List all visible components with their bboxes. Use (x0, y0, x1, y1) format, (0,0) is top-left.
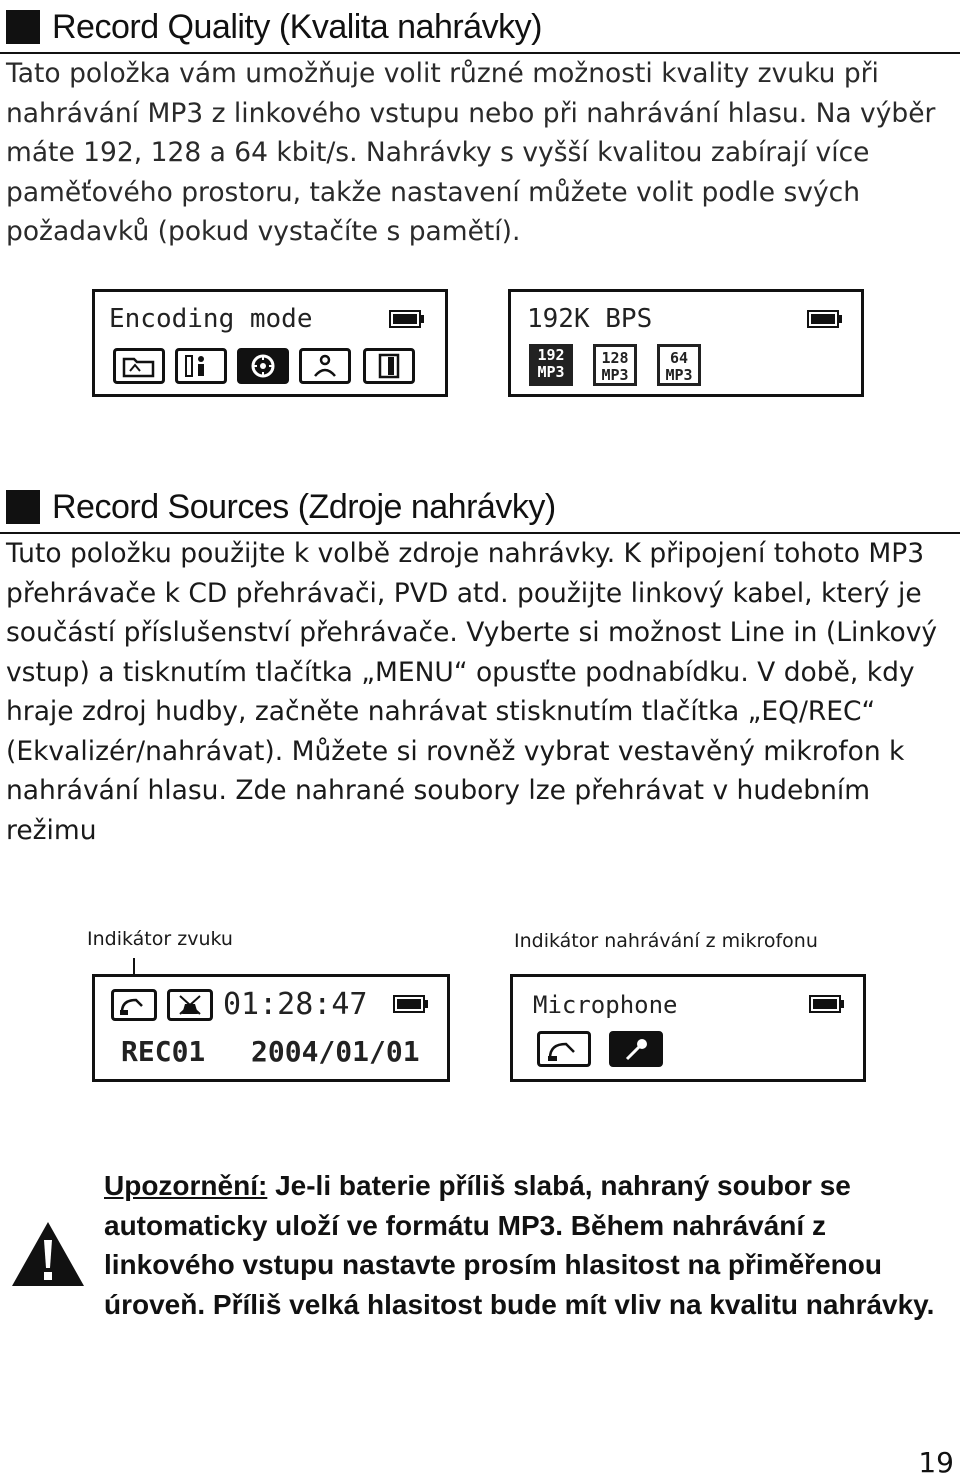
heading-square-bullet (6, 10, 40, 44)
section-heading-record-quality (0, 4, 960, 54)
section-title: Record Sources (Zdroje nahrávky) (52, 488, 556, 526)
lcd-screen-microphone (510, 974, 866, 1082)
lcd-title: Encoding mode (109, 304, 313, 334)
lcd-title: Microphone (533, 991, 678, 1019)
quality-rate: 128 (601, 349, 629, 367)
warning-icon (10, 1220, 86, 1288)
mic-indicator-label: Indikátor nahrávání z mikrofonu (514, 930, 818, 952)
recording-status-icon (167, 989, 213, 1021)
quality-format: MP3 (537, 363, 565, 381)
warning-text: Je-li baterie příliš slabá, nahraný soubor se automaticky uloží ve formátu MP3. Během nahrávání z linkového vstupu nastavte prosím hlasitost na přiměřenou úroveň. Příliš velká hlasitost bude mít vliv na kvalitu nahrávky. (104, 1170, 935, 1320)
quality-option-64 (657, 344, 701, 386)
page-number: 19 (918, 1446, 954, 1479)
lcd-screen-encoding-mode (92, 289, 448, 397)
quality-format: MP3 (601, 366, 629, 384)
quality-option-128 (593, 344, 637, 386)
warning-lead: Upozornění: (104, 1170, 268, 1201)
battery-icon (809, 995, 845, 1013)
record-source-icon (299, 348, 351, 384)
battery-icon (393, 995, 429, 1013)
lcd-screen-recording (92, 974, 450, 1082)
line-in-icon (111, 989, 157, 1021)
microphone-icon (609, 1031, 663, 1067)
line-in-icon (537, 1031, 591, 1067)
quality-rate: 64 (669, 349, 689, 367)
record-quality-icon (237, 348, 289, 384)
battery-icon (807, 310, 843, 328)
section-body: Tuto položku použijte k volbě zdroje nahrávky. K připojení tohoto MP3 přehrávače k CD přehrávači, PVD atd. použijte linkový kabel, který je součástí příslušenství přehrávače. Vyberte si možnost Line in (Linkový vstup) a tisknutím tlačítka „MENU“ opusťte podnabídku. V době, kdy hraje zdroj hudby, začněte nahrávat stisknutím tlačítka „EQ/REC“ (Ekvalizér/nahrávat). Můžete si rovněž vybrat vestavěný mikrofon k nahrávání hlasu. Zde nahrané soubory lze přehrávat v hudebním režimu (6, 538, 946, 846)
quality-format: MP3 (665, 366, 693, 384)
info-settings-icon (175, 348, 227, 384)
section-title: Record Quality (Kvalita nahrávky) (52, 8, 542, 46)
folder-icon (113, 348, 165, 384)
battery-icon (389, 310, 425, 328)
section-heading-record-sources (0, 484, 960, 534)
quality-rate: 192 (537, 346, 565, 364)
lcd-title: 192K BPS (527, 304, 653, 334)
warning-note (104, 1166, 954, 1324)
quality-option-192 (529, 344, 573, 386)
lcd-screen-bitrate (508, 289, 864, 397)
exit-icon (363, 348, 415, 384)
sound-indicator-label: Indikátor zvuku (87, 928, 233, 950)
recording-time: 01:28:47 (223, 987, 368, 1022)
section-body: Tato položka vám umožňuje volit různé možnosti kvality zvuku při nahrávání MP3 z linkového vstupu nebo při nahrávání hlasu. Na výběr máte 192, 128 a 64 kbit/s. Nahrávky s vyšší kvalitou zabírají více paměťového prostoru, takže nastavení můžete volit podle svých požadavků (pokud vystačíte s pamětí). (6, 58, 944, 247)
heading-square-bullet (6, 490, 40, 524)
recording-file-name: REC01 (121, 1035, 206, 1068)
recording-date: 2004/01/01 (251, 1035, 420, 1068)
